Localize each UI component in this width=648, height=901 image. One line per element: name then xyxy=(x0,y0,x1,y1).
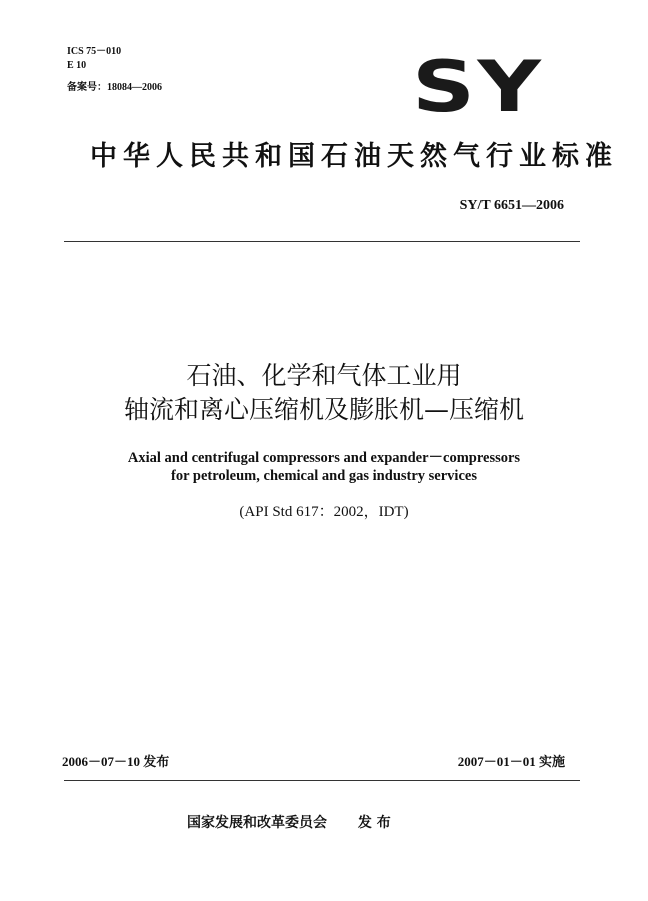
footer-divider xyxy=(64,780,580,781)
header-divider xyxy=(64,241,580,242)
record-number: 备案号：18084—2006 xyxy=(67,82,162,93)
effective-date: 2007－01－01 实施 xyxy=(457,754,565,769)
standard-title: 中华人民共和国石油天然气行业标准 xyxy=(90,141,618,172)
standard-code: SY/T 6651—2006 xyxy=(459,198,564,213)
issue-date: 2006－07－10 发布 xyxy=(62,754,170,769)
publisher xyxy=(187,812,417,832)
title-zh-line2: 轴流和离心压缩机及膨胀机—压缩机 xyxy=(123,395,524,424)
category-code: E 10 xyxy=(67,60,87,71)
adoption-note: (API Std 617：2002，IDT) xyxy=(239,504,409,520)
ics-code: ICS 75－010 xyxy=(67,46,122,57)
title-en-line2: for petroleum, chemical and gas industry services xyxy=(171,468,477,484)
title-zh-line1: 石油、化学和气体工业用 xyxy=(186,361,462,390)
title-en-line1: Axial and centrifugal compressors and expander－compressors xyxy=(127,450,521,466)
sy-logo: SY xyxy=(412,46,544,128)
publisher-name: 国家发展和改革委员会 xyxy=(187,815,327,831)
publisher-action: 发 布 xyxy=(357,815,391,831)
